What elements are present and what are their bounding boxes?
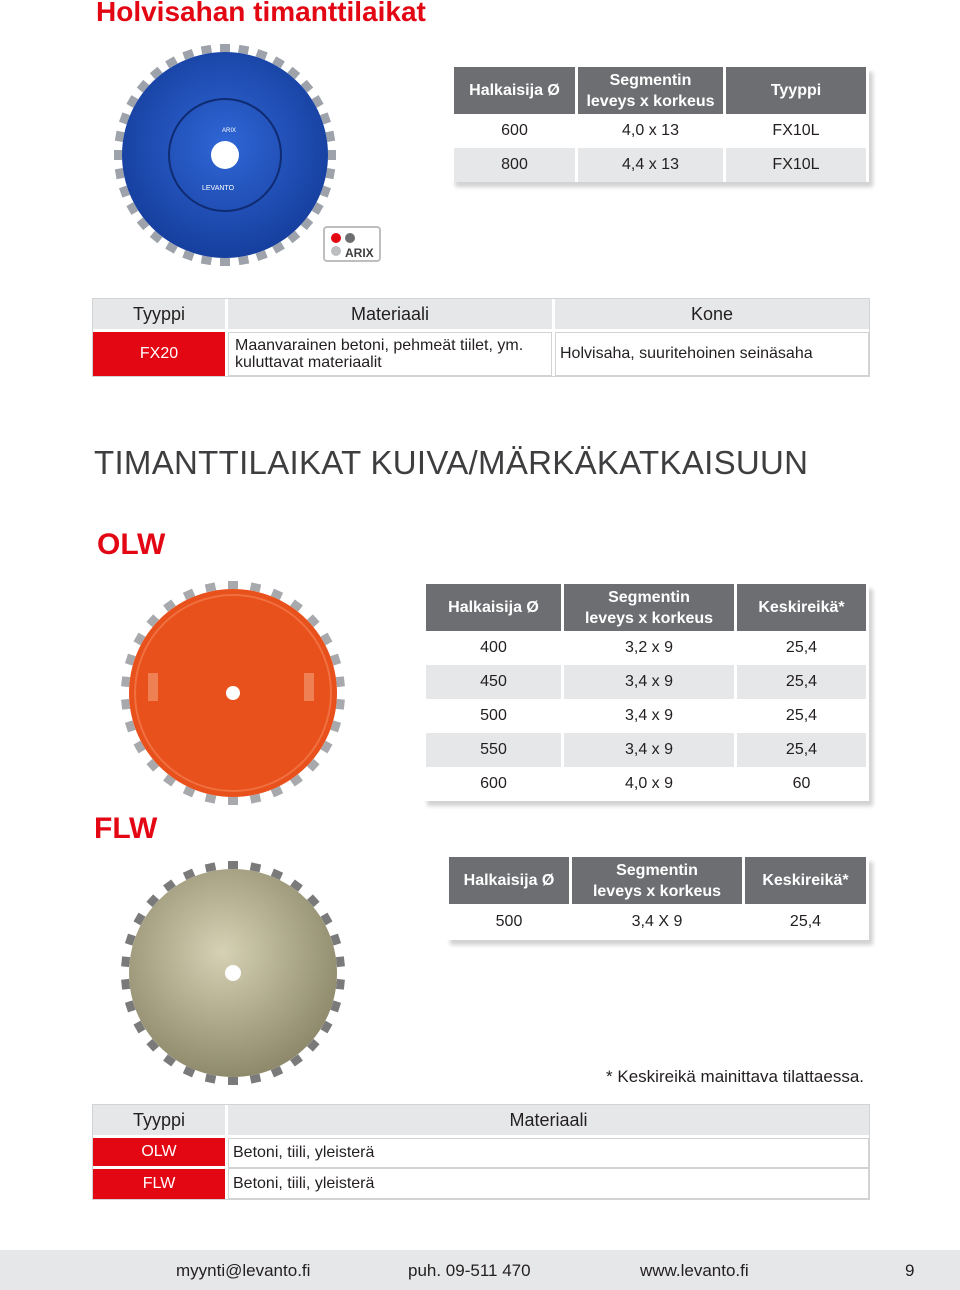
flw-blade-image bbox=[118, 858, 348, 1088]
footer-page-number: 9 bbox=[905, 1261, 915, 1280]
olw-col-bore: Keskireikä* bbox=[737, 584, 866, 631]
fx-col-diameter: Halkaisija Ø bbox=[454, 67, 575, 114]
footnote: * Keskireikä mainittava tilattaessa. bbox=[606, 1067, 864, 1086]
material-table bbox=[92, 1104, 870, 1200]
table-row: 400 3,2 x 9 25,4 bbox=[480, 639, 818, 656]
table-row: 500 3,4 x 9 25,4 bbox=[480, 707, 818, 724]
flw-col-bore: Keskireikä* bbox=[745, 857, 866, 904]
flw-spec-table bbox=[446, 857, 869, 940]
table-row: 800 4,4 x 13 FX10L bbox=[454, 148, 866, 182]
table-row: 450 3,4 x 9 25,4 bbox=[426, 665, 866, 699]
flw-heading: FLW bbox=[94, 812, 158, 845]
olw-blade-image bbox=[118, 578, 348, 808]
flw-col-diameter: Halkaisija Ø bbox=[449, 857, 569, 904]
page-title: Holvisahan timanttilaikat bbox=[96, 0, 426, 27]
page-footer bbox=[0, 1250, 960, 1290]
material-desc-olw: Betoni, tiili, yleisterä bbox=[228, 1138, 869, 1168]
fx-col-segment: Segmentin leveys x korkeus bbox=[578, 67, 723, 114]
footer-website[interactable]: www.levanto.fi bbox=[640, 1261, 749, 1280]
material-header-material: Materiaali bbox=[228, 1105, 869, 1135]
material-type-flw: FLW bbox=[93, 1169, 225, 1199]
fx-info-material: Maanvarainen betoni, pehmeät tiilet, ym. kuluttavat materiaalit bbox=[228, 332, 552, 376]
flw-col-segment: Segmentin leveys x korkeus bbox=[572, 857, 742, 904]
fx-spec-table bbox=[451, 67, 869, 182]
olw-spec-table bbox=[423, 584, 869, 801]
fx-info-header-material: Materiaali bbox=[228, 299, 552, 329]
footer-email[interactable]: myynti@levanto.fi bbox=[176, 1261, 311, 1280]
fx-col-type: Tyyppi bbox=[726, 67, 866, 114]
material-type-olw: OLW bbox=[93, 1138, 225, 1166]
table-row: 550 3,4 x 9 25,4 bbox=[426, 733, 866, 767]
fx-info-header-machine: Kone bbox=[555, 299, 869, 329]
fx-info-machine: Holvisaha, suuritehoinen seinäsaha bbox=[555, 332, 869, 376]
section-title: TIMANTTILAIKAT KUIVA/MÄRKÄKATKAISUUN bbox=[94, 444, 809, 481]
material-header-type: Tyyppi bbox=[93, 1105, 225, 1135]
material-desc-flw: Betoni, tiili, yleisterä bbox=[228, 1168, 869, 1199]
olw-col-segment: Segmentin leveys x korkeus bbox=[564, 584, 734, 631]
table-row: 600 4,0 x 9 60 bbox=[480, 775, 811, 792]
fx-blade-image bbox=[110, 40, 340, 270]
arix-logo bbox=[323, 226, 381, 262]
footer-phone: puh. 09-511 470 bbox=[408, 1261, 531, 1280]
arix-logo-text: ARIX bbox=[345, 246, 374, 260]
fx-info-header-type: Tyyppi bbox=[93, 299, 225, 329]
table-row: 500 3,4 X 9 25,4 bbox=[495, 913, 822, 930]
olw-heading: OLW bbox=[97, 528, 166, 561]
fx-blade-model: ARIX bbox=[222, 128, 237, 134]
table-row: 600 4,0 x 13 FX10L bbox=[501, 122, 820, 139]
fx-blade-brand: LEVANTO bbox=[202, 185, 235, 192]
fx-info-table bbox=[92, 298, 870, 377]
fx-info-type: FX20 bbox=[93, 332, 225, 376]
olw-col-diameter: Halkaisija Ø bbox=[426, 584, 561, 631]
